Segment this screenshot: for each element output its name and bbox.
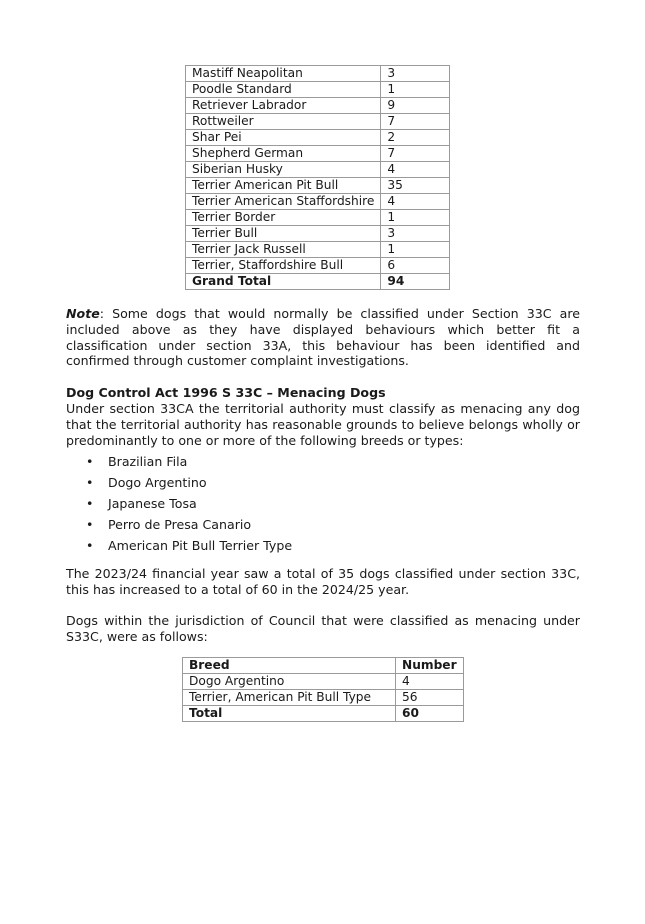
breed-cell: Retriever Labrador bbox=[186, 98, 381, 114]
count-cell: 1 bbox=[381, 242, 450, 258]
menacing-dogs-table bbox=[182, 657, 464, 722]
count-cell: 2 bbox=[381, 130, 450, 146]
bullet-icon: • bbox=[86, 517, 94, 532]
table-row bbox=[186, 210, 450, 226]
menacing-breeds-list bbox=[66, 451, 580, 556]
breed-cell: Rottweiler bbox=[186, 114, 381, 130]
summary-paragraph: The 2023/24 financial year saw a total of 35 dogs classified under section 33C, this has increased to a total of 60 in the 2024/25 year. bbox=[66, 566, 580, 597]
breed-name: Perro de Presa Canario bbox=[108, 517, 252, 532]
breed-cell: Terrier Bull bbox=[186, 226, 381, 242]
count-cell: 4 bbox=[381, 194, 450, 210]
list-item bbox=[66, 451, 580, 472]
breed-cell: Terrier Jack Russell bbox=[186, 242, 381, 258]
bullet-icon: • bbox=[86, 454, 94, 469]
grand-total-label: Grand Total bbox=[186, 274, 381, 290]
section-intro: Under section 33CA the territorial authority must classify as menacing any dog that the territorial authority has reasonable grounds to believe belongs wholly or predominantly to one or more of the following breeds or types: bbox=[66, 401, 580, 448]
breed-cell: Dogo Argentino bbox=[183, 674, 396, 690]
count-cell: 3 bbox=[381, 226, 450, 242]
section-heading: Dog Control Act 1996 S 33C – Menacing Dogs bbox=[66, 385, 386, 400]
note-paragraph bbox=[66, 306, 580, 369]
count-cell: 6 bbox=[381, 258, 450, 274]
table-row bbox=[186, 146, 450, 162]
breed-cell: Terrier Border bbox=[186, 210, 381, 226]
breed-cell: Siberian Husky bbox=[186, 162, 381, 178]
count-cell: 4 bbox=[381, 162, 450, 178]
breed-cell: Mastiff Neapolitan bbox=[186, 66, 381, 82]
note-text: : Some dogs that would normally be classified under Section 33C are included above as they have displayed behaviours which better fit a classification under section 33A, this behaviour has been identified and confirmed through customer complaint investigations. bbox=[66, 306, 580, 369]
breed-cell: Terrier American Staffordshire bbox=[186, 194, 381, 210]
breed-cell: Shar Pei bbox=[186, 130, 381, 146]
breed-cell: Terrier, Staffordshire Bull bbox=[186, 258, 381, 274]
count-cell: 1 bbox=[381, 210, 450, 226]
table-header-row bbox=[183, 658, 464, 674]
table-row bbox=[186, 226, 450, 242]
table-row bbox=[186, 82, 450, 98]
table-row bbox=[186, 66, 450, 82]
table-row bbox=[186, 114, 450, 130]
count-cell: 35 bbox=[381, 178, 450, 194]
count-cell: 1 bbox=[381, 82, 450, 98]
table-row bbox=[186, 130, 450, 146]
total-value: 60 bbox=[396, 706, 464, 722]
list-item bbox=[66, 472, 580, 493]
count-cell: 4 bbox=[396, 674, 464, 690]
table-row bbox=[186, 162, 450, 178]
count-cell: 56 bbox=[396, 690, 464, 706]
breed-cell: Terrier, American Pit Bull Type bbox=[183, 690, 396, 706]
grand-total-value: 94 bbox=[381, 274, 450, 290]
bullet-icon: • bbox=[86, 538, 94, 553]
table-row bbox=[186, 178, 450, 194]
total-row bbox=[183, 706, 464, 722]
table-row bbox=[186, 194, 450, 210]
breed-cell: Shepherd German bbox=[186, 146, 381, 162]
breed-name: Dogo Argentino bbox=[108, 475, 207, 490]
table-row bbox=[186, 242, 450, 258]
breed-count-table bbox=[185, 65, 450, 290]
grand-total-row bbox=[186, 274, 450, 290]
list-item bbox=[66, 535, 580, 556]
list-item bbox=[66, 514, 580, 535]
table-row bbox=[183, 690, 464, 706]
bullet-icon: • bbox=[86, 496, 94, 511]
total-label: Total bbox=[183, 706, 396, 722]
table-row bbox=[183, 674, 464, 690]
header-number: Number bbox=[396, 658, 464, 674]
bullet-icon: • bbox=[86, 475, 94, 490]
breed-cell: Poodle Standard bbox=[186, 82, 381, 98]
header-breed: Breed bbox=[183, 658, 396, 674]
count-cell: 7 bbox=[381, 114, 450, 130]
note-label: Note bbox=[66, 306, 100, 321]
count-cell: 3 bbox=[381, 66, 450, 82]
breed-name: Japanese Tosa bbox=[108, 496, 197, 511]
lead-in-paragraph: Dogs within the jurisdiction of Council that were classified as menacing under S33C, were as follows: bbox=[66, 613, 580, 644]
breed-name: American Pit Bull Terrier Type bbox=[108, 538, 293, 553]
table-row bbox=[186, 98, 450, 114]
count-cell: 9 bbox=[381, 98, 450, 114]
breed-cell: Terrier American Pit Bull bbox=[186, 178, 381, 194]
list-item bbox=[66, 493, 580, 514]
table-row bbox=[186, 258, 450, 274]
breed-name: Brazilian Fila bbox=[108, 454, 188, 469]
count-cell: 7 bbox=[381, 146, 450, 162]
